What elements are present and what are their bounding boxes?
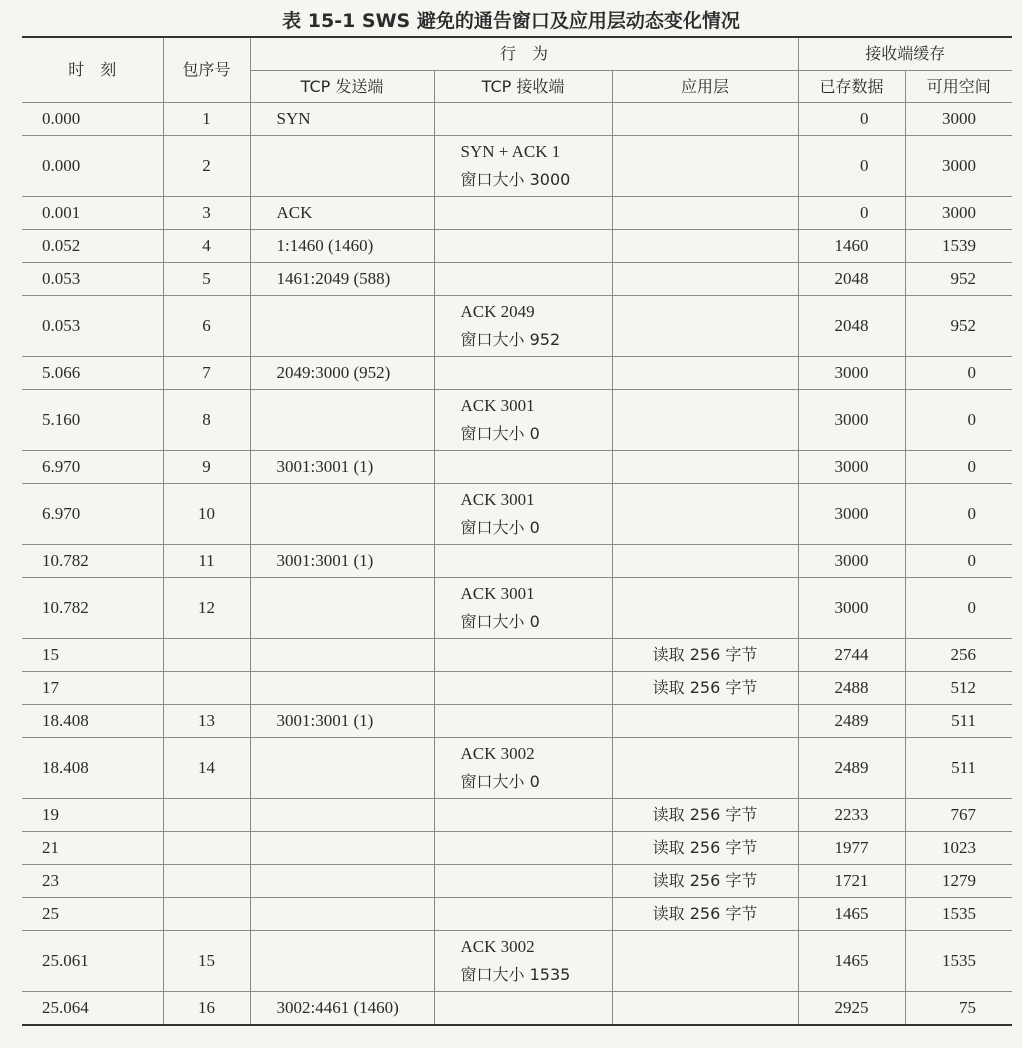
cell-stored: 2048 (798, 263, 905, 296)
cell-tcp-receiver (434, 296, 612, 357)
cell-tcp-receiver (434, 799, 612, 832)
table-row (22, 705, 1012, 738)
cell-seq: 5 (163, 263, 250, 296)
table-row (22, 197, 1012, 230)
cell-tcp-sender: 3001:3001 (1) (250, 705, 434, 738)
cell-seq (163, 672, 250, 705)
cell-time: 0.053 (22, 263, 163, 296)
cell-tcp-receiver (434, 230, 612, 263)
cell-available: 0 (905, 484, 1012, 545)
cell-tcp-receiver (434, 357, 612, 390)
cell-tcp-sender (250, 578, 434, 639)
header-behavior: 行 为 (250, 37, 798, 71)
cell-seq: 10 (163, 484, 250, 545)
receiver-line-2: 窗口大小 0 (460, 518, 540, 537)
cell-available: 511 (905, 705, 1012, 738)
cell-seq (163, 898, 250, 931)
cell-time: 19 (22, 799, 163, 832)
header-seq: 包序号 (163, 37, 250, 103)
header-available: 可用空间 (905, 71, 1012, 103)
cell-tcp-sender: 3001:3001 (1) (250, 545, 434, 578)
cell-stored: 0 (798, 197, 905, 230)
cell-app: 读取 256 字节 (612, 639, 798, 672)
cell-time: 21 (22, 832, 163, 865)
cell-tcp-receiver (434, 931, 612, 992)
cell-available: 256 (905, 639, 1012, 672)
cell-app: 读取 256 字节 (612, 672, 798, 705)
cell-available: 1535 (905, 898, 1012, 931)
cell-available: 1539 (905, 230, 1012, 263)
cell-time: 6.970 (22, 484, 163, 545)
cell-stored: 2488 (798, 672, 905, 705)
cell-tcp-receiver (434, 390, 612, 451)
cell-tcp-sender (250, 931, 434, 992)
cell-stored: 0 (798, 136, 905, 197)
cell-available: 952 (905, 296, 1012, 357)
table-row (22, 296, 1012, 357)
cell-time: 18.408 (22, 705, 163, 738)
cell-stored: 2048 (798, 296, 905, 357)
cell-tcp-sender (250, 799, 434, 832)
cell-available: 1023 (905, 832, 1012, 865)
cell-tcp-receiver (434, 136, 612, 197)
cell-seq: 9 (163, 451, 250, 484)
cell-stored: 3000 (798, 484, 905, 545)
cell-stored: 1460 (798, 230, 905, 263)
receiver-line-1: ACK 3002 (460, 937, 535, 956)
cell-app: 读取 256 字节 (612, 865, 798, 898)
table-row (22, 639, 1012, 672)
header-tcp-receiver: TCP 接收端 (434, 71, 612, 103)
cell-app (612, 931, 798, 992)
cell-time: 0.001 (22, 197, 163, 230)
cell-seq: 3 (163, 197, 250, 230)
table-row (22, 898, 1012, 931)
cell-time: 0.000 (22, 136, 163, 197)
cell-tcp-receiver (434, 738, 612, 799)
receiver-line-2: 窗口大小 3000 (460, 170, 571, 189)
cell-tcp-sender (250, 832, 434, 865)
table-row (22, 136, 1012, 197)
cell-time: 25.061 (22, 931, 163, 992)
cell-seq: 8 (163, 390, 250, 451)
cell-time: 23 (22, 865, 163, 898)
header-stored: 已存数据 (798, 71, 905, 103)
cell-stored: 2744 (798, 639, 905, 672)
cell-available: 75 (905, 992, 1012, 1026)
cell-time: 6.970 (22, 451, 163, 484)
cell-stored: 2489 (798, 705, 905, 738)
cell-time: 17 (22, 672, 163, 705)
cell-stored: 3000 (798, 578, 905, 639)
cell-seq (163, 639, 250, 672)
cell-available: 3000 (905, 103, 1012, 136)
cell-seq: 15 (163, 931, 250, 992)
receiver-line-1: ACK 3001 (460, 490, 535, 509)
cell-tcp-sender: 1:1460 (1460) (250, 230, 434, 263)
cell-stored: 3000 (798, 357, 905, 390)
cell-seq: 7 (163, 357, 250, 390)
cell-time: 25 (22, 898, 163, 931)
cell-stored: 1721 (798, 865, 905, 898)
cell-seq (163, 865, 250, 898)
cell-seq: 6 (163, 296, 250, 357)
cell-available: 3000 (905, 136, 1012, 197)
cell-tcp-receiver (434, 484, 612, 545)
header-app: 应用层 (612, 71, 798, 103)
cell-stored: 1465 (798, 898, 905, 931)
cell-tcp-sender (250, 738, 434, 799)
table-row (22, 832, 1012, 865)
cell-app (612, 578, 798, 639)
cell-stored: 1465 (798, 931, 905, 992)
table-row (22, 230, 1012, 263)
cell-tcp-sender (250, 639, 434, 672)
cell-seq (163, 832, 250, 865)
cell-app (612, 545, 798, 578)
table-row (22, 578, 1012, 639)
cell-time: 10.782 (22, 578, 163, 639)
table-row (22, 931, 1012, 992)
cell-available: 0 (905, 390, 1012, 451)
table-row (22, 484, 1012, 545)
cell-app (612, 296, 798, 357)
cell-stored: 1977 (798, 832, 905, 865)
cell-app: 读取 256 字节 (612, 799, 798, 832)
table-caption: 表 15-1 SWS 避免的通告窗口及应用层动态变化情况 (282, 10, 740, 32)
header-buffer: 接收端缓存 (798, 37, 1012, 71)
cell-available: 1279 (905, 865, 1012, 898)
cell-stored: 2489 (798, 738, 905, 799)
receiver-line-1: ACK 3001 (460, 396, 535, 415)
cell-seq: 12 (163, 578, 250, 639)
cell-time: 0.000 (22, 103, 163, 136)
receiver-line-1: ACK 2049 (460, 302, 535, 321)
cell-tcp-sender (250, 390, 434, 451)
cell-available: 512 (905, 672, 1012, 705)
cell-tcp-receiver (434, 103, 612, 136)
cell-stored: 3000 (798, 451, 905, 484)
cell-seq: 4 (163, 230, 250, 263)
sws-table (22, 36, 1012, 1026)
cell-available: 0 (905, 578, 1012, 639)
table-row (22, 103, 1012, 136)
cell-tcp-receiver (434, 865, 612, 898)
cell-tcp-sender (250, 898, 434, 931)
table-row (22, 390, 1012, 451)
cell-available: 0 (905, 451, 1012, 484)
cell-tcp-receiver (434, 639, 612, 672)
cell-available: 511 (905, 738, 1012, 799)
receiver-line-2: 窗口大小 0 (460, 424, 540, 443)
cell-tcp-receiver (434, 832, 612, 865)
header-tcp-sender: TCP 发送端 (250, 71, 434, 103)
cell-seq: 11 (163, 545, 250, 578)
cell-time: 5.066 (22, 357, 163, 390)
cell-seq: 16 (163, 992, 250, 1026)
cell-seq: 13 (163, 705, 250, 738)
cell-app (612, 357, 798, 390)
cell-app (612, 484, 798, 545)
cell-available: 952 (905, 263, 1012, 296)
cell-app (612, 705, 798, 738)
cell-app (612, 992, 798, 1026)
cell-available: 0 (905, 545, 1012, 578)
cell-time: 15 (22, 639, 163, 672)
cell-app (612, 390, 798, 451)
table-row (22, 263, 1012, 296)
receiver-line-2: 窗口大小 1535 (460, 965, 571, 984)
receiver-line-1: ACK 3001 (460, 584, 535, 603)
cell-app: 读取 256 字节 (612, 832, 798, 865)
cell-tcp-receiver (434, 263, 612, 296)
cell-time: 5.160 (22, 390, 163, 451)
cell-time: 25.064 (22, 992, 163, 1026)
cell-app (612, 263, 798, 296)
cell-stored: 3000 (798, 545, 905, 578)
table-row (22, 865, 1012, 898)
cell-app (612, 451, 798, 484)
cell-seq: 14 (163, 738, 250, 799)
cell-tcp-sender: SYN (250, 103, 434, 136)
cell-tcp-sender: 3001:3001 (1) (250, 451, 434, 484)
cell-tcp-sender: 3002:4461 (1460) (250, 992, 434, 1026)
cell-seq: 1 (163, 103, 250, 136)
cell-tcp-receiver (434, 451, 612, 484)
cell-tcp-receiver (434, 672, 612, 705)
cell-tcp-sender: ACK (250, 197, 434, 230)
cell-tcp-receiver (434, 992, 612, 1026)
cell-app (612, 738, 798, 799)
cell-available: 767 (905, 799, 1012, 832)
table-row (22, 357, 1012, 390)
cell-app (612, 103, 798, 136)
cell-time: 18.408 (22, 738, 163, 799)
receiver-line-2: 窗口大小 0 (460, 612, 540, 631)
table-row (22, 799, 1012, 832)
cell-app (612, 136, 798, 197)
receiver-line-1: SYN + ACK 1 (460, 142, 561, 161)
receiver-line-2: 窗口大小 952 (460, 330, 561, 349)
cell-available: 0 (905, 357, 1012, 390)
cell-stored: 3000 (798, 390, 905, 451)
table-row (22, 992, 1012, 1026)
cell-tcp-sender (250, 136, 434, 197)
cell-tcp-sender (250, 484, 434, 545)
table-row (22, 451, 1012, 484)
cell-app (612, 197, 798, 230)
cell-seq (163, 799, 250, 832)
table-row (22, 672, 1012, 705)
cell-available: 1535 (905, 931, 1012, 992)
cell-tcp-sender (250, 865, 434, 898)
cell-tcp-receiver (434, 197, 612, 230)
cell-tcp-sender: 2049:3000 (952) (250, 357, 434, 390)
cell-available: 3000 (905, 197, 1012, 230)
cell-tcp-sender: 1461:2049 (588) (250, 263, 434, 296)
cell-tcp-receiver (434, 578, 612, 639)
cell-stored: 2925 (798, 992, 905, 1026)
table-row (22, 738, 1012, 799)
cell-time: 0.053 (22, 296, 163, 357)
cell-tcp-receiver (434, 545, 612, 578)
cell-tcp-sender (250, 672, 434, 705)
cell-tcp-receiver (434, 705, 612, 738)
cell-tcp-receiver (434, 898, 612, 931)
table-row (22, 545, 1012, 578)
receiver-line-1: ACK 3002 (460, 744, 535, 763)
cell-app: 读取 256 字节 (612, 898, 798, 931)
cell-time: 10.782 (22, 545, 163, 578)
table-body (22, 103, 1012, 1026)
cell-stored: 0 (798, 103, 905, 136)
cell-app (612, 230, 798, 263)
cell-tcp-sender (250, 296, 434, 357)
cell-time: 0.052 (22, 230, 163, 263)
cell-stored: 2233 (798, 799, 905, 832)
header-time: 时 刻 (22, 37, 163, 103)
cell-seq: 2 (163, 136, 250, 197)
receiver-line-2: 窗口大小 0 (460, 772, 540, 791)
